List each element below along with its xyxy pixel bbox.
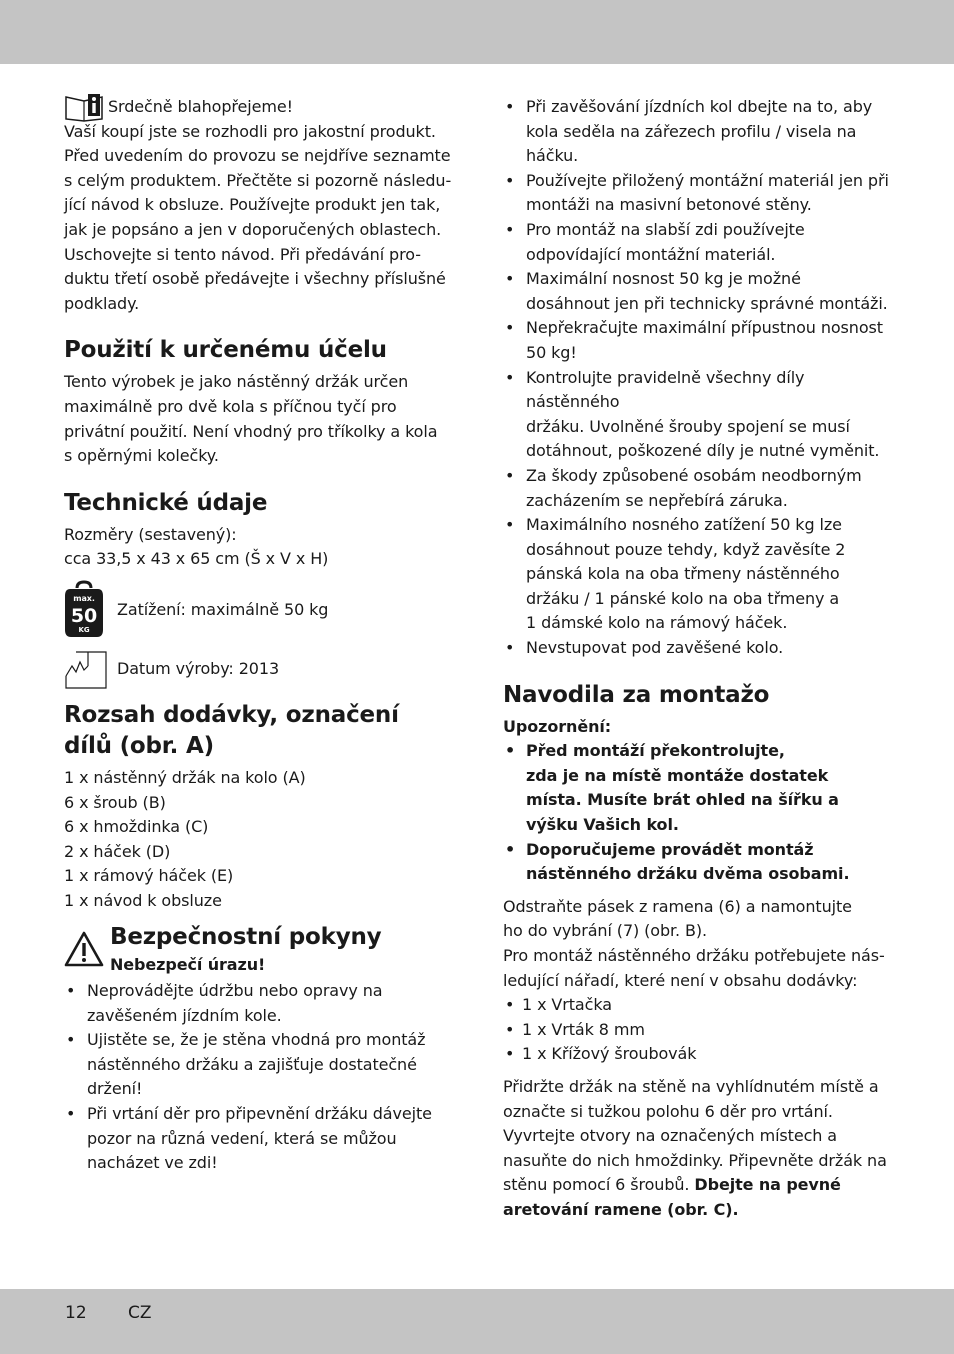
weight-icon-top: max. <box>73 593 95 603</box>
intro-line: Před uvedením do provozu se nejdříve seznamte <box>64 146 451 166</box>
scope-item: 1 x návod k obsluze <box>64 890 222 910</box>
warning-label: Upozornění: <box>503 716 612 736</box>
list-line: Pro montáž na slabší zdi používejte <box>526 219 805 239</box>
list-line: Při vrtání děr pro připevnění držáku dávejte <box>87 1104 432 1124</box>
usage-line: Tento výrobek je jako nástěnný držák určen <box>64 372 409 392</box>
list-line: nástěnného držáku dvěma osobami. <box>526 864 850 884</box>
intro-heading: Srdečně blahopřejeme! <box>108 97 293 116</box>
scope-item: 6 x šroub (B) <box>64 792 166 812</box>
load-text: Zatížení: maximálně 50 kg <box>117 599 329 619</box>
list-line: Při zavěšování jízdních kol dbejte na to, aby <box>526 97 873 116</box>
list-item <box>64 979 456 1028</box>
list-item: • 1 x Křížový šroubovák <box>503 1042 895 1067</box>
scope-item: 1 x nástěnný držák na kolo (A) <box>64 767 306 787</box>
warning-triangle-icon <box>64 931 104 967</box>
list-line: Používejte přiložený montážní materiál jen při <box>526 170 889 190</box>
intro-line: Uschovejte si tento návod. Při předávání pro- <box>64 244 421 264</box>
list-line: dotáhnout, poškozené díly je nutné vyměnit. <box>526 441 880 461</box>
intro-line: Vaší koupí jste se rozhodli pro jakostní produkt. <box>64 121 436 141</box>
paragraph-line: ho do vybrání (7) (obr. B). <box>503 921 708 941</box>
paragraph-line: Pro montáž nástěnného držáku potřebujete nás- <box>503 946 885 965</box>
header-bar <box>0 0 954 64</box>
list-item <box>503 169 895 218</box>
scope-title <box>64 700 456 762</box>
safety-title: Bezpečnostní pokyny <box>110 924 382 951</box>
intro-heading-row <box>64 95 456 120</box>
list-item <box>503 316 895 365</box>
language-code: CZ <box>128 1303 152 1323</box>
list-line: odpovídající montážní materiál. <box>526 244 776 264</box>
left-column <box>64 95 456 1176</box>
paragraph-line: Vyvrtejte otvory na označených místech a <box>503 1126 838 1146</box>
list-line: pánská kola na oba třmeny nástěnného <box>526 564 840 584</box>
list-line: zacházením se nepřebírá záruka. <box>526 490 788 510</box>
intro-line: jak je popsáno a jen v doporučených oblastech. <box>64 219 442 239</box>
list-item <box>503 838 895 887</box>
scope-title-line: Rozsah dodávky, označení <box>64 701 399 728</box>
list-line: Doporučujeme provádět montáž <box>526 839 814 859</box>
list-line: pozor na různá vedení, která se můžou <box>87 1128 397 1148</box>
safety-heading <box>64 922 456 978</box>
list-line: nacházet ve zdi! <box>87 1153 218 1173</box>
safety-subtitle: Nebezpečí úrazu! <box>110 955 266 975</box>
usage-line: privátní použití. Není vhodný pro tříkolky a kola <box>64 421 438 441</box>
safety-list-continued <box>503 95 895 661</box>
intro-line: podklady. <box>64 293 140 313</box>
list-line: Za škody způsobené osobám neodborným <box>526 465 862 485</box>
scope-item: 6 x hmoždinka (C) <box>64 817 209 837</box>
list-item <box>503 267 895 316</box>
scope-list <box>64 766 456 914</box>
tools-list <box>503 993 895 1067</box>
list-item <box>64 1102 456 1176</box>
paragraph-line: označte si tužkou polohu 6 děr pro vrtání. <box>503 1101 833 1121</box>
list-item: • 1 x Vrták 8 mm <box>503 1018 895 1043</box>
paragraph-line <box>503 1173 895 1198</box>
list-line: 1 dámské kolo na rámový háček. <box>526 613 788 633</box>
weight-icon-unit: KG <box>78 625 90 634</box>
paragraph-line: Odstraňte pásek z ramena (6) a namontujte <box>503 896 852 916</box>
assembly-paragraph-1 <box>503 895 895 993</box>
paragraph-line: ledující nářadí, které není v obsahu dodávky: <box>503 970 858 990</box>
warning-list <box>503 739 895 887</box>
max-weight-icon <box>64 580 104 638</box>
list-line: Nevstupovat pod zavěšené kolo. <box>526 638 784 658</box>
paragraph-line: nasuňte do nich hmoždinky. Připevněte držák na <box>503 1150 887 1170</box>
list-line: nástěnného držáku a zajišťuje dostatečné <box>87 1054 417 1074</box>
paragraph-line: Přidržte držák na stěně na vyhlídnutém místě a <box>503 1076 879 1096</box>
weight-icon-number: 50 <box>70 604 98 627</box>
list-line: nástěnného <box>526 392 620 412</box>
intro-text <box>64 120 456 317</box>
list-line: Neprovádějte údržbu nebo opravy na <box>87 981 383 1001</box>
info-book-icon <box>64 92 104 122</box>
list-line: výšku Vašich kol. <box>526 815 679 835</box>
date-text: Datum výroby: 2013 <box>117 658 280 678</box>
list-item <box>503 218 895 267</box>
list-line: držáku / 1 pánské kolo na oba třmeny a <box>526 588 840 608</box>
list-line: kola seděla na zářezech profilu / visela na <box>526 121 857 141</box>
scope-item: 2 x háček (D) <box>64 841 171 861</box>
list-item: • 1 x Vrtačka <box>503 993 895 1018</box>
safety-list <box>64 979 456 1176</box>
list-line: dosáhnout pouze tehdy, když zavěsíte 2 <box>526 539 846 559</box>
list-line: dosáhnout jen při technicky správné montáži. <box>526 293 888 313</box>
usage-title: Použití k určenému účelu <box>64 337 387 364</box>
list-line: Ujistěte se, že je stěna vhodná pro montáž <box>87 1030 426 1050</box>
intro-line: duktu třetí osobě předávejte i všechny příslušné <box>64 269 446 289</box>
usage-line: s opěrnými kolečky. <box>64 446 219 466</box>
list-item <box>503 366 895 464</box>
assembly-title: Navodila za montažo <box>503 681 770 708</box>
dimensions-value: cca 33,5 x 43 x 65 cm (Š x V x H) <box>64 549 329 569</box>
load-row <box>64 580 456 640</box>
list-line: háčku. <box>526 146 579 166</box>
date-row <box>64 648 456 692</box>
list-line: Před montáží překontrolujte, <box>526 741 785 761</box>
list-line: zda je na místě montáže dostatek <box>526 765 829 785</box>
dimensions-label: Rozměry (sestavený): <box>64 524 237 544</box>
paragraph-text: stěnu pomocí 6 šroubů. <box>503 1175 690 1195</box>
list-line: Maximální nosnost 50 kg je možné <box>526 269 801 289</box>
list-line: držení! <box>87 1079 143 1099</box>
list-item <box>503 95 895 169</box>
list-line: 50 kg! <box>526 342 577 362</box>
list-item <box>503 464 895 513</box>
production-date-icon <box>64 650 108 690</box>
paragraph-bold: Dbejte na pevné <box>694 1175 841 1195</box>
list-item <box>503 636 895 661</box>
page-number: 12 <box>65 1303 87 1323</box>
list-line: montáži na masivní betonové stěny. <box>526 195 812 215</box>
intro-line: s celým produktem. Přečtěte si pozorně následu- <box>64 170 452 190</box>
intro-line: jící návod k obsluze. Používejte produkt jen tak, <box>64 195 441 215</box>
paragraph-bold-line: aretování ramene (obr. C). <box>503 1199 739 1219</box>
assembly-paragraph-2 <box>503 1075 895 1223</box>
tech-title: Technické údaje <box>64 489 268 516</box>
list-item <box>503 739 895 837</box>
usage-text <box>64 370 456 468</box>
list-line: Nepřekračujte maximální přípustnou nosnost <box>526 318 883 338</box>
scope-item: 1 x rámový háček (E) <box>64 866 234 886</box>
list-item <box>503 513 895 636</box>
scope-title-line: dílů (obr. A) <box>64 732 214 759</box>
list-line: Kontrolujte pravidelně všechny díly <box>526 367 805 387</box>
list-line: držáku. Uvolněné šrouby spojení se musí <box>526 416 850 436</box>
list-line: Maximálního nosného zatížení 50 kg lze <box>526 515 842 535</box>
list-line: místa. Musíte brát ohled na šířku a <box>526 790 839 810</box>
list-item <box>64 1028 456 1102</box>
usage-line: maximálně pro dvě kola s příčnou tyčí pro <box>64 396 397 416</box>
list-line: zavěšeném jízdním kole. <box>87 1005 282 1025</box>
right-column <box>503 95 895 1223</box>
